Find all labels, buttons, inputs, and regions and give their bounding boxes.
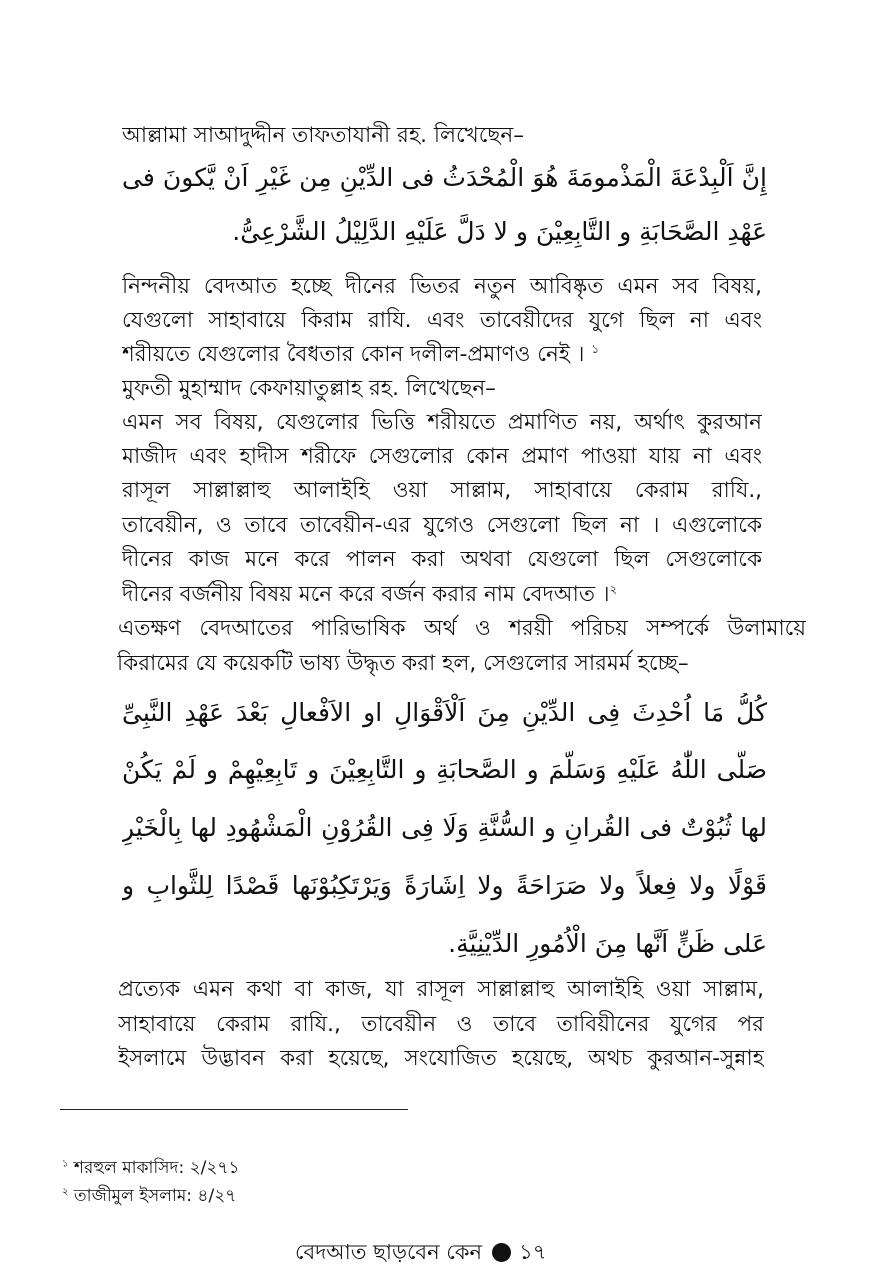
text-line: কিরামের যে কয়েকটি ভাষ্য উদ্ধৃত করা হল, সেগুলোর সারমর্ম হচ্ছে–: [117, 651, 689, 676]
arabic-quote-line: لها ثُبُوْتٌ فى القُرانِ و السُّنَّةِ وَلَا فِى القُرُوْنِ الْمَشْهُودِ لها بِالْخَيْرِ: [122, 813, 767, 842]
text-line: তাবেয়ীন, ও তাবে তাবেয়ীন-এর যুগেও সেগুলো ছিল না । এগুলোকে: [122, 513, 762, 538]
text-line: দীনের বর্জনীয় বিষয় মনে করে বর্জন করার নাম বেদআত ।$^২$: [122, 581, 618, 607]
footnote: $^২$ তাজীমুল ইসলাম: ৪/২৭: [62, 1186, 237, 1206]
arabic-quote-line: عَهْدِ الصَّحَابَةِ و التَّابِعِيْنَ و لا دَلَّ عَلَيْهِ الدَّلِيْلُ الشَّرْعِىُّ.: [232, 217, 767, 246]
text-line: শরীয়তে যেগুলোর বৈধতার কোন দলীল-প্রমাণও নেই । $^১$: [122, 341, 600, 367]
text-line: আল্লামা সাআদুদ্দীন তাফতাযানী রহ. লিখেছেন–: [122, 123, 525, 148]
footnote-ref: ১: [591, 341, 600, 356]
footnote: $^১$ শরহুল মাকাসিদ: ২/২৭১: [62, 1158, 240, 1178]
page-number: ১৭: [519, 1240, 547, 1264]
arabic-quote-line: صَلَّى اللّٰهُ عَلَيْهِ وَسَلَّمَ و الصَّحابَةِ و التَّابِعِيْنَ و تَابِعِيْهِمْ و لَمْ يَكُنْ: [122, 755, 767, 784]
text-line: যেগুলো সাহাবায়ে কিরাম রাযি. এবং তাবেয়ীদের যুগে ছিল না এবং: [122, 308, 762, 333]
text-line: সাহাবায়ে কেরাম রাযি., তাবেয়ীন ও তাবে তাবিয়ীনের যুগের পর: [118, 1012, 764, 1037]
footnote-divider: [60, 1109, 408, 1110]
arabic-quote-line: كُلُّ مَا اُحْدِثَ فِى الدِّيْنِ مِنَ اَلْاَقْوَالِ او الاَفْعالِ بَعْدَ عَهْدِ النَّبِىِّ: [122, 698, 767, 727]
bullet-dot-icon: [492, 1243, 511, 1262]
text-line: এতক্ষণ বেদআতের পারিভাষিক অর্থ ও শরয়ী পরিচয় সম্পর্কে উলামায়ে: [118, 616, 806, 641]
running-title: বেদআত ছাড়বেন কেন: [295, 1240, 483, 1264]
arabic-quote-line: إِنَّ اَلْبِدْعَةَ الْمَذْمومَةَ هُوَ الْمُحْدَثُ فى الدِّيْنِ مِن غَيْرِ اَنْ يَّكونَ فى: [122, 163, 767, 192]
text-line: প্রত্যেক এমন কথা বা কাজ, যা রাসূল সাল্লাল্লাহু আলাইহি ওয়া সাল্লাম,: [118, 977, 764, 1002]
text-line: এমন সব বিষয়, যেগুলোর ভিত্তি শরীয়তে প্রমাণিত নয়, অর্থাৎ কুরআন: [122, 410, 762, 435]
text-line: মুফতী মুহাম্মাদ কেফায়াতুল্লাহ রহ. লিখেছেন–: [122, 376, 496, 401]
text-line: নিন্দনীয় বেদআত হচ্ছে দীনের ভিতর নতুন আবিষ্কৃত এমন সব বিষয়,: [122, 274, 762, 299]
text-line: রাসূল সাল্লাল্লাহু আলাইহি ওয়া সাল্লাম, সাহাবায়ে কেরাম রাযি.,: [122, 478, 762, 503]
text-line: ইসলামে উদ্ভাবন করা হয়েছে, সংযোজিত হয়েছে, অথচ কুরআন-সুন্নাহ: [118, 1046, 764, 1071]
text-line: দীনের কাজ মনে করে পালন করা অথবা যেগুলো ছিল সেগুলোকে: [122, 547, 762, 572]
text-line: মাজীদ এবং হাদীস শরীফে সেগুলোর কোন প্রমাণ পাওয়া যায় না এবং: [122, 444, 762, 469]
page-footer: [295, 1236, 546, 1268]
arabic-quote-line: عَلى ظَنٍّ اَنَّها مِنَ الْاُمُورِ الدِّيْنِيَّةِ.: [448, 929, 767, 958]
footnote-ref: ২: [609, 581, 618, 596]
arabic-quote-line: قَوْلًا ولا فِعلاً ولا صَرَاحَةً ولا اِشَارَةً وَيَرْتَكِبُوْنَها قَصْدًا لِلثَّوابِ و: [122, 871, 767, 900]
